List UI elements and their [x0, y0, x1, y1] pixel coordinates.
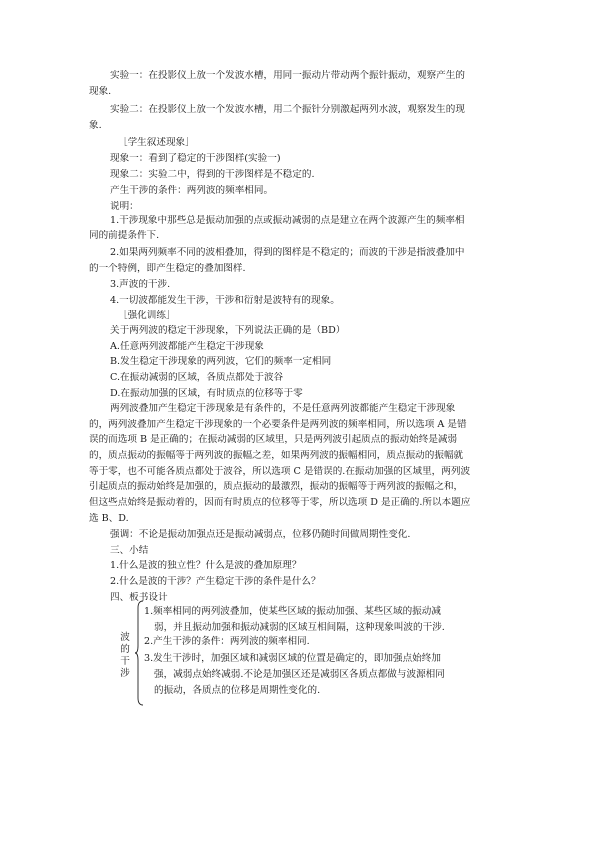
board-label-char: 干 — [120, 656, 130, 667]
text-line: 三、小结 — [110, 545, 149, 556]
text-line: 实验一：在投影仪上放一个发波水槽，用同一振动片带动两个振针振动，观察产生的 — [110, 70, 465, 81]
text-line: 的，质点振动的振幅等于两列波的振幅之差，如果两列波的振幅相同，质点振动的振幅就 — [89, 450, 464, 461]
board-line: 弱，并且振动加强和振动减弱的区域互相间隔，这种现象叫波的干涉. — [154, 622, 445, 633]
text-line: 1.干涉现象中那些总是振动加强的点或振动减弱的点是建立在两个波源产生的频率相 — [110, 215, 465, 226]
board-label-char: 的 — [120, 644, 130, 655]
text-line: 2.如果两列频率不同的波相叠加，得到的图样是不稳定的；而波的干涉是指波叠加中 — [110, 247, 465, 258]
text-line: 但这些点始终是振动着的，因而有时质点的位移等于零，所以选项 D 是正确的.所以本题应 — [89, 497, 471, 508]
text-line: ［学生叙述现象］ — [118, 137, 195, 148]
board-line: 3.发生干涉时，加强区域和减弱区域的位置是确定的，即加强点始终加 — [144, 653, 441, 664]
text-line: 选 B、D. — [89, 513, 129, 524]
text-line: 现象一：看到了稳定的干涉图样(实验一) — [110, 153, 281, 164]
text-line: 引起质点的振动始终是加强的，质点振动的最激烈，振动的振幅等于两列波的振幅之和， — [89, 481, 464, 492]
text-line: 现象二：实验二中，得到的干涉图样是不稳定的. — [110, 169, 315, 180]
text-line: A.任意两列波都能产生稳定干涉现象 — [110, 341, 264, 352]
text-line: C.在振动减弱的区域，各质点都处于波谷 — [110, 372, 284, 383]
text-line: 两列波叠加产生稳定干涉现象是有条件的，不是任意两列波都能产生稳定干涉现象 — [110, 403, 456, 414]
board-line: 2.产生干涉的条件：两列波的频率相同. — [144, 636, 310, 647]
text-line: 产生干涉的条件：两列波的频率相同。 — [110, 185, 274, 196]
text-line: ［强化训练］ — [118, 310, 176, 321]
board-label-char: 涉 — [120, 668, 130, 679]
text-line: 的，两列波叠加产生稳定干涉现象的一个必要条件是两列波的频率相同，所以选项 A 是错 — [89, 419, 467, 430]
text-line: 强调：不论是振动加强点还是振动减弱点，位移仍随时间做周期性变化. — [110, 529, 411, 540]
text-line: 关于两列波的稳定干涉现象，下列说法正确的是（BD） — [110, 325, 346, 336]
text-line: 的一个特例，即产生稳定的叠加图样. — [89, 263, 246, 274]
board-label-char: 波 — [120, 632, 130, 643]
text-line: 说明： — [110, 201, 139, 212]
board-line: 的振动，各质点的位移是周期性变化的. — [154, 685, 321, 696]
text-line: 4.一切波都能发生干涉，干涉和衍射是波特有的现象。 — [110, 295, 340, 306]
text-line: 四、板书设计 — [110, 592, 168, 603]
left-brace — [134, 600, 144, 706]
text-line: 等于零，也不可能各质点都处于波谷，所以选项 C 是错误的.在振动加强的区域里，两列波 — [89, 466, 471, 477]
text-line: 象. — [89, 120, 102, 131]
text-line: B.发生稳定干涉现象的两列波，它们的频率一定相同 — [110, 356, 332, 367]
board-line: 强，减弱点始终减弱.不论是加强区还是减弱区各质点都做与波源相同 — [154, 669, 445, 680]
text-line: 同的前提条件下. — [89, 230, 160, 241]
text-line: 误的而选项 B 是正确的；在振动减弱的区域里，只是两列波引起质点的振动始终是减弱 — [89, 434, 458, 445]
text-line: 1.什么是波的独立性？什么是波的叠加原理？ — [110, 560, 302, 571]
text-line: 实验二：在投影仪上放一个发波水槽，用二个振针分别激起两列水波，观察发生的现 — [110, 104, 465, 115]
text-line: 2.什么是波的干涉？产生稳定干涉的条件是什么？ — [110, 576, 321, 587]
text-line: 现象. — [89, 86, 112, 97]
text-line: D.在振动加强的区域，有时质点的位移等于零 — [110, 388, 303, 399]
text-line: 3.声波的干涉. — [110, 279, 171, 290]
board-line: 1.频率相同的两列波叠加，使某些区域的振动加强、某些区域的振动减 — [144, 606, 441, 617]
